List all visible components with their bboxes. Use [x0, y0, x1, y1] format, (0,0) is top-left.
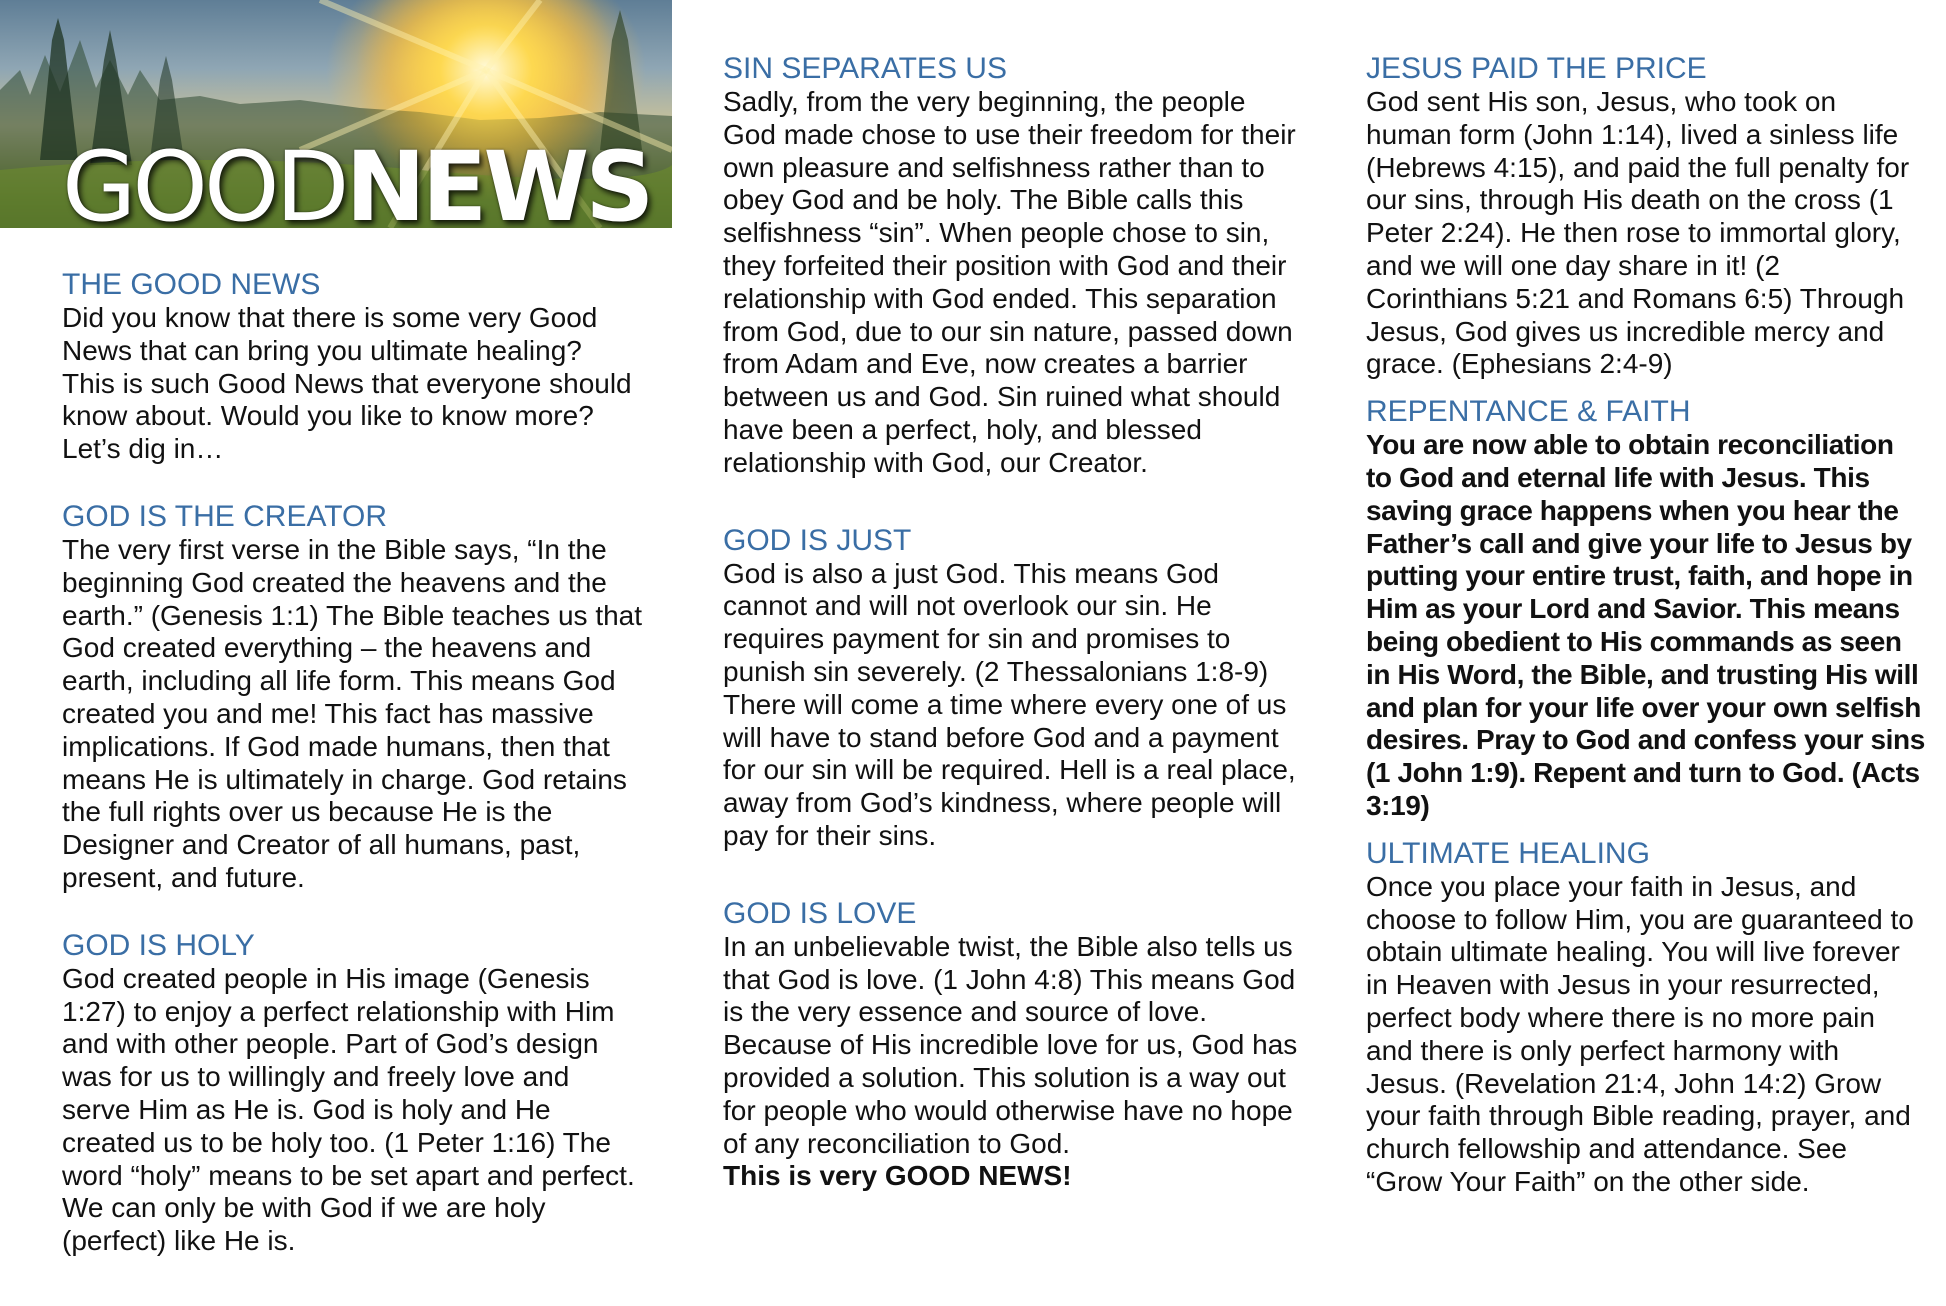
- section-repentance: [1366, 395, 1926, 823]
- section-body: Did you know that there is some very Good News that can bring you ultimate healing? This is such Good News that everyone should know about. Would you like to know more? Let’s dig in…: [62, 302, 632, 465]
- section-sin: [723, 52, 1303, 480]
- section-body: Sadly, from the very beginning, the people God made chose to use their freedom for their own pleasure and selfishness rather than to obey God and be holy. The Bible calls this selfishness “sin”. When people chose to sin, they forfeited their position with God and their relationship with God ended. This separation from God, due to our sin nature, passed down from Adam and Eve, now creates a barrier between us and God. Sin ruined what should have been a perfect, holy, and blessed relationship with God, our Creator.: [723, 86, 1296, 478]
- section-heading: ULTIMATE HEALING: [1366, 836, 1650, 870]
- section-heading: GOD IS HOLY: [62, 928, 255, 962]
- love-body-text: In an unbelievable twist, the Bible also tells us that God is love. (1 John 4:8) This means God is the very essence and source of love. Because of His incredible love for us, God has provided a solution. This solution is a way out for people who would otherwise have no hope of any reconciliation to God.: [723, 930, 1298, 1159]
- section-heading: THE GOOD NEWS: [62, 268, 321, 301]
- section-heading: JESUS PAID THE PRICE: [1366, 52, 1707, 85]
- section-creator: [62, 500, 642, 895]
- section-heading: REPENTANCE & FAITH: [1366, 395, 1691, 429]
- column-right: [1366, 52, 1926, 1199]
- hero-image: [0, 0, 672, 228]
- section-body: Once you place your faith in Jesus, and choose to follow Him, you are guaranteed to obtain ultimate healing. You will live forever in Heaven with Jesus in your resurrected, perfect body where there is no more pain and there is only perfect harmony with Jesus. (Revelation 21:4, John 14:2) Grow your faith through Bible reading, prayer, and church fellowship and attendance. See “Grow Your Faith” on the other side.: [1366, 870, 1914, 1197]
- section-heading: GOD IS LOVE: [723, 896, 917, 930]
- column-left: [62, 268, 642, 1258]
- good-news-closing: This is very GOOD NEWS!: [723, 1160, 1072, 1192]
- column-middle: [723, 52, 1303, 1193]
- section-body: God sent His son, Jesus, who took on human form (John 1:14), lived a sinless life (Hebrews 4:15), and paid the full penalty for our sins, through His death on the cross (1 Peter 2:24). He then rose to immortal glory, and we will one day share in it! (2 Corinthians 5:21 and Romans 6:5) Through Jesus, God gives us incredible mercy and grace. (Ephesians 2:4-9): [1366, 86, 1910, 380]
- section-holy: [62, 929, 642, 1258]
- section-heading: GOD IS JUST: [723, 523, 912, 557]
- section-price: [1366, 52, 1926, 381]
- section-healing: [1366, 837, 1926, 1199]
- page-title: [62, 132, 650, 228]
- section-body: [723, 931, 1303, 1193]
- section-just: [723, 524, 1303, 853]
- section-heading: SIN SEPARATES US: [723, 52, 1007, 85]
- section-heading: GOD IS THE CREATOR: [62, 499, 388, 533]
- section-body: God created people in His image (Genesis 1:27) to enjoy a perfect relationship with Him and with other people. Part of God’s design was for us to willingly and freely love and serve Him as He is. God is holy and He created us to be holy too. (1 Peter 1:16) The word “holy” means to be set apart and perfect. We can only be with God if we are holy (perfect) like He is.: [62, 962, 635, 1257]
- section-love: [723, 897, 1303, 1193]
- section-body: The very first verse in the Bible says, “In the beginning God created the heavens and the earth.” (Genesis 1:1) The Bible teaches us that God created everything – the heavens and earth, including all life form. This means God created you and me! This fact has massive implications. If God made humans, then that means He is ultimately in charge. God retains the full rights over us because He is the Designer and Creator of all humans, past, present, and future.: [62, 533, 643, 893]
- title-good: GOOD: [62, 131, 346, 228]
- section-body: You are now able to obtain reconciliation to God and eternal life with Jesus. This saving grace happens when you hear the Father’s call and give your life to Jesus by putting your entire trust, faith, and hope in Him as your Lord and Savior. This means being obedient to His commands as seen in His Word, the Bible, and trusting His will and plan for your life over your own selfish desires. Pray to God and confess your sins (1 John 1:9). Repent and turn to God. (Acts 3:19): [1366, 429, 1925, 821]
- title-news: NEWS: [345, 131, 651, 228]
- section-good-news: [62, 268, 642, 466]
- section-body: God is also a just God. This means God cannot and will not overlook our sin. He requires payment for sin and promises to punish sin severely. (2 Thessalonians 1:8-9) There will come a time where every one of us will have to stand before God and a payment for our sin will be required. Hell is a real place, away from God’s kindness, where people will pay for their sins.: [723, 557, 1296, 851]
